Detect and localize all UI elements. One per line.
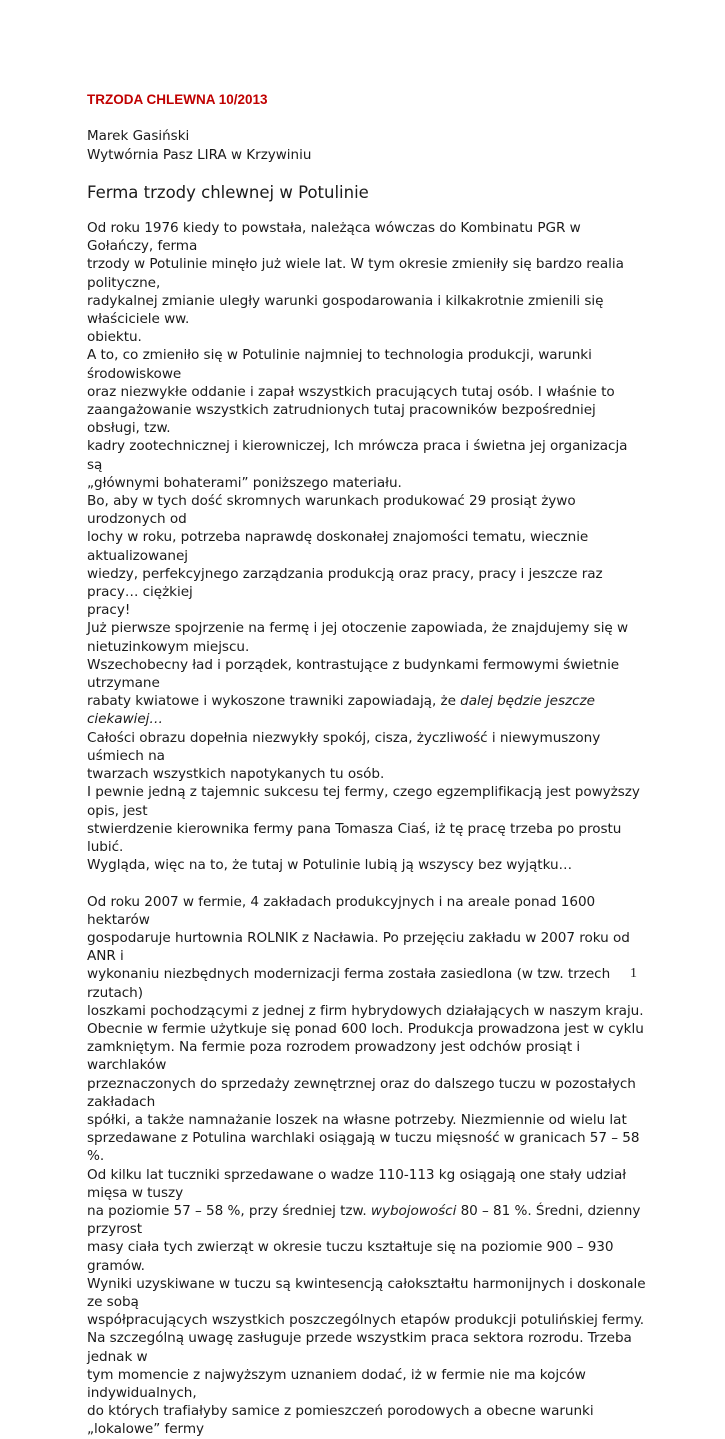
body-line-text: tym momencie z najwyższym uznaniem dodać, iż w fermie nie ma kojców indywidualnych, xyxy=(87,1366,586,1401)
body-line xyxy=(87,820,647,856)
body-line xyxy=(87,401,647,437)
body-line-text: Całości obrazu dopełnia niezwykły spokój, cisza, życzliwość i niewymuszony uśmiech na xyxy=(87,729,601,764)
body-line xyxy=(87,292,647,328)
body-line-text: Wszechobecny ład i porządek, kontrastujące z budynkami fermowymi świetnie utrzymane xyxy=(87,656,620,692)
body-line xyxy=(87,1166,647,1202)
body-line-text: na poziomie 57 – 58 %, przy średniej tzw. xyxy=(87,1202,371,1219)
body-line-text: Od kilku lat tuczniki sprzedawane o wadze 110-113 kg osiągają one stały udział mięsa w tuszy xyxy=(87,1166,627,1201)
body-line xyxy=(87,638,647,656)
body-line-text: obiektu. xyxy=(87,329,142,346)
body-line xyxy=(87,1311,647,1329)
body-line-text: lochy w roku, potrzeba naprawdę doskonałej znajomości tematu, wiecznie aktualizowanej xyxy=(87,529,589,564)
body-line-text: Wyniki uzyskiwane w tuczu są kwintesencją całokształtu harmonijnych i doskonale ze sobą xyxy=(87,1275,646,1310)
body-line-text: Na szczególną uwagę zasługuje przede wszystkim praca sektora rozrodu. Trzeba jednak w xyxy=(87,1330,632,1365)
body-line xyxy=(87,656,647,692)
body-line-text-after: 80 – 81 %. Średni, dzienny przyrost xyxy=(87,1202,641,1238)
body-line-text: Bo, aby w tych dość skromnych warunkach produkować 29 prosiąt żywo urodzonych od xyxy=(87,493,576,528)
body-line-text: I pewnie jedną z tajemnic sukcesu tej fermy, czego egzemplifikacją jest powyższy opis, jest xyxy=(87,784,640,819)
paragraph-gap xyxy=(87,874,647,892)
body-line-text: wiedzy, perfekcyjnego zarządzania produkcją oraz pracy, pracy i jeszcze raz pracy… ciężkiej xyxy=(87,565,603,601)
body-line-text: pracy! xyxy=(87,602,131,619)
body-line-text: rabaty kwiatowe i wykoszone trawniki zapowiadają, że xyxy=(87,693,461,710)
body-line-text: współpracujących wszystkich poszczególnych etapów produkcji potulińskiej fermy. xyxy=(87,1312,645,1329)
body-line-text: „głównymi bohaterami” poniższego materiału. xyxy=(87,474,402,491)
body-line-italic: wybojowości xyxy=(370,1202,457,1219)
body-line-text: Wygląda, więc na to, że tutaj w Potulinie lubią ją wszyscy bez wyjątku… xyxy=(87,857,573,874)
body-line xyxy=(87,783,647,819)
body-line xyxy=(87,965,647,1001)
body-line xyxy=(87,219,647,255)
page-content xyxy=(87,83,647,1439)
body-line xyxy=(87,474,647,492)
body-line xyxy=(87,1402,647,1438)
body-line xyxy=(87,856,647,874)
body-line-text: trzody w Potulinie minęło już wiele lat. W tym okresie zmieniły się bardzo realia polityczne, xyxy=(87,256,624,291)
page-number: 1 xyxy=(630,966,637,981)
body-line xyxy=(87,1129,647,1165)
body-line-text: sprzedawane z Potulina warchlaki osiągają w tuczu mięsność w granicach 57 – 58 %. xyxy=(87,1130,640,1165)
body-line xyxy=(87,1020,647,1038)
body-line-text: twarzach wszystkich napotykanych tu osób. xyxy=(87,766,385,783)
body-line xyxy=(87,528,647,564)
body-line-text: do których trafiałyby samice z pomieszczeń porodowych a obecne warunki „lokalowe” fermy xyxy=(87,1403,594,1438)
publication-kicker: TRZODA CHLEWNA 10/2013 xyxy=(87,92,268,107)
body-line xyxy=(87,1075,647,1111)
body-line-text: nietuzinkowym miejscu. xyxy=(87,638,250,655)
body-line-text: spółki, a także namnażanie loszek na własne potrzeby. Niezmiennie od wielu lat xyxy=(87,1111,627,1128)
body-line xyxy=(87,765,647,783)
body-line-text: A to, co zmieniło się w Potulinie najmniej to technologia produkcji, warunki środowiskowe xyxy=(87,347,592,382)
body-line xyxy=(87,255,647,291)
body-line xyxy=(87,692,647,728)
body-line-text: loszkami pochodzącymi z jednej z firm hybrydowych działających w naszym kraju. xyxy=(87,1002,644,1019)
body-line-italic: dalej będzie jeszcze ciekawiej… xyxy=(87,693,595,728)
body-line xyxy=(87,346,647,382)
body-line-text: zaangażowanie wszystkich zatrudnionych tutaj pracowników bezpośredniej obsługi, tzw. xyxy=(87,402,596,437)
body-line-text: Od roku 1976 kiedy to powstała, należąca wówczas do Kombinatu PGR w Gołańczy, ferma xyxy=(87,220,581,255)
body-line xyxy=(87,565,647,601)
body-line-text: Od roku 2007 w fermie, 4 zakładach produkcyjnych i na areale ponad 1600 hektarów xyxy=(87,893,596,928)
body-line xyxy=(87,619,647,637)
article-title: Ferma trzody chlewnej w Potulinie xyxy=(87,183,369,202)
body-line xyxy=(87,383,647,401)
body-line xyxy=(87,492,647,528)
body-line xyxy=(87,1238,647,1274)
body-line xyxy=(87,437,647,473)
body-line xyxy=(87,1366,647,1402)
body-line xyxy=(87,601,647,619)
author-block xyxy=(87,127,647,164)
body-line xyxy=(87,729,647,765)
body-line xyxy=(87,1111,647,1129)
author-name: Marek Gasiński xyxy=(87,128,190,144)
body-line xyxy=(87,1002,647,1020)
body-line-text: Obecnie w fermie użytkuje się ponad 600 loch. Produkcja prowadzona jest w cyklu xyxy=(87,1020,644,1037)
body-line xyxy=(87,1275,647,1311)
body-line xyxy=(87,893,647,929)
body-line-text: Już pierwsze spojrzenie na fermę i jej otoczenie zapowiada, że znajdujemy się w xyxy=(87,620,629,637)
body-line-text: zamkniętym. Na fermie poza rozrodem prowadzony jest odchów prosiąt i warchlaków xyxy=(87,1039,581,1074)
author-affiliation: Wytwórnia Pasz LIRA w Krzywiniu xyxy=(87,146,312,163)
body-line xyxy=(87,328,647,346)
body-line-text: stwierdzenie kierownika fermy pana Tomasza Ciaś, iż tę pracę trzeba po prostu lubić. xyxy=(87,820,622,855)
body-line-text: kadry zootechnicznej i kierowniczej, Ich mrówcza praca i świetna jej organizacja są xyxy=(87,438,628,473)
body-line-text: oraz niezwykłe oddanie i zapał wszystkich pracujących tutaj osób. I właśnie to xyxy=(87,383,615,400)
body-line-text: przeznaczonych do sprzedaży zewnętrznej oraz do dalszego tuczu w pozostałych zakładach xyxy=(87,1075,636,1110)
body-line xyxy=(87,1202,647,1238)
body-line-text: radykalnej zmianie uległy warunki gospodarowania i kilkakrotnie zmienili się właściciele ww. xyxy=(87,292,604,328)
body-line xyxy=(87,929,647,965)
body-line-text: gospodaruje hurtownia ROLNIK z Nacławia. Po przejęciu zakładu w 2007 roku od ANR i xyxy=(87,929,630,965)
body-line xyxy=(87,1329,647,1365)
body-line-text: masy ciała tych zwierząt w okresie tuczu kształtuje się na poziomie 900 – 930 gramów. xyxy=(87,1239,614,1274)
body-line xyxy=(87,1038,647,1074)
body-line-text: wykonaniu niezbędnych modernizacji ferma została zasiedlona (w tzw. trzech rzutach) xyxy=(87,966,611,1001)
article-body xyxy=(87,219,647,1439)
